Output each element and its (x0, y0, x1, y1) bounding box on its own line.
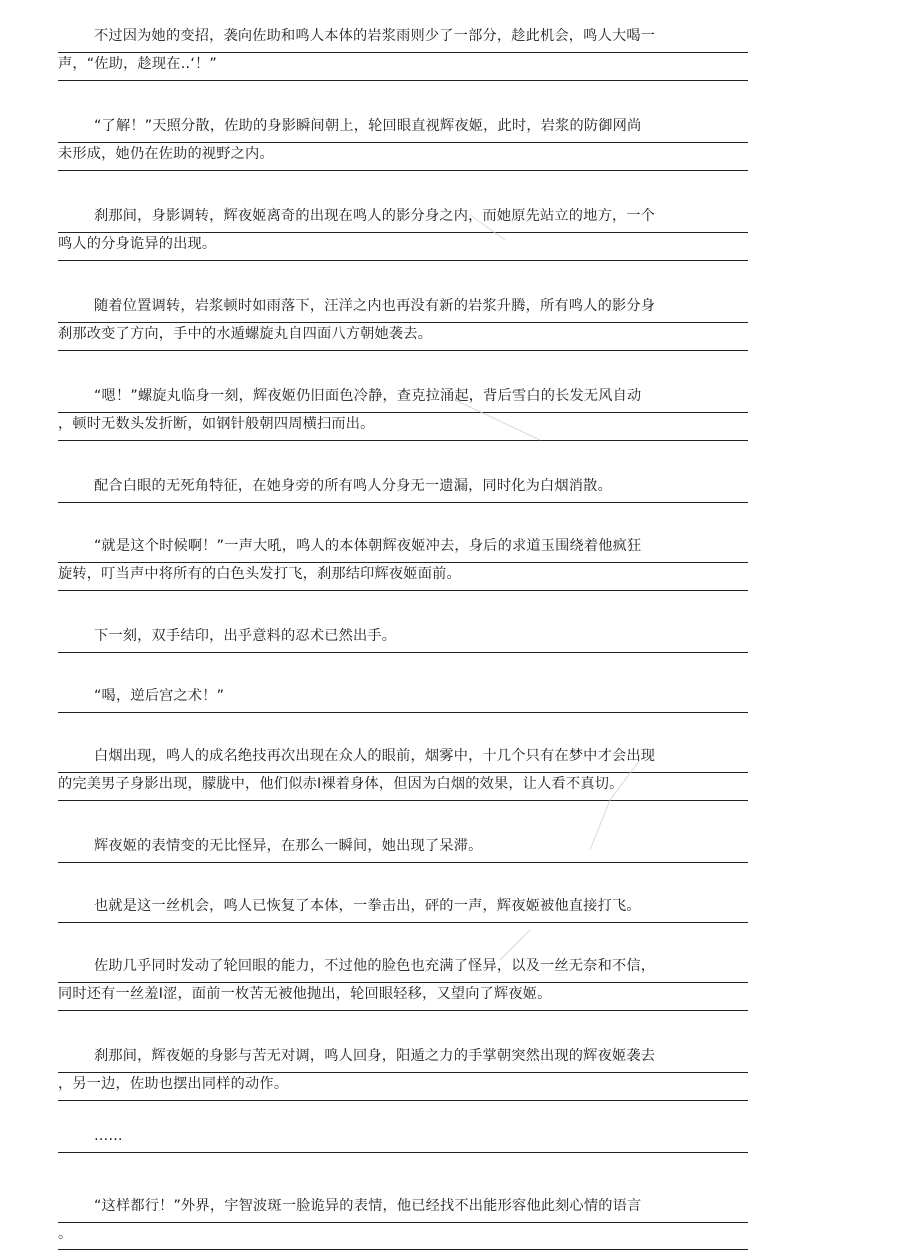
text-line: 辉夜姬的表情变的无比怪异，在那么一瞬间，她出现了呆滞。 (58, 834, 748, 863)
text-line: 随着位置调转，岩浆顿时如雨落下，汪洋之内也再没有新的岩浆升腾，所有鸣人的影分身 (58, 294, 748, 323)
text-line: “喝，逆后宫之术！” (58, 684, 748, 713)
text-line: 鸣人的分身诡异的出现。 (58, 232, 748, 261)
text-line: 佐助几乎同时发动了轮回眼的能力，不过他的脸色也充满了怪异，以及一丝无奈和不信， (58, 954, 748, 983)
text-line: 未形成，她仍在佐助的视野之内。 (58, 142, 748, 171)
text-line: 的完美男子身影出现，朦胧中，他们似赤I裸着身体，但因为白烟的效果，让人看不真切。 (58, 772, 748, 801)
text-line: 同时还有一丝羞I涩，面前一枚苦无被他抛出，轮回眼轻移，又望向了辉夜姬。 (58, 982, 748, 1011)
text-line: 不过因为她的变招，袭向佐助和鸣人本体的岩浆雨则少了一部分，趁此机会，鸣人大喝一 (58, 24, 748, 53)
text-line: 配合白眼的无死角特征，在她身旁的所有鸣人分身无一遗漏，同时化为白烟消散。 (58, 474, 748, 503)
text-line: 声，“佐助，趁现在‥‘！” (58, 52, 748, 81)
text-line: 。 (58, 1222, 748, 1250)
text-line: ，另一边，佐助也摆出同样的动作。 (58, 1072, 748, 1101)
text-line: 旋转，叮当声中将所有的白色头发打飞，刹那结印辉夜姬面前。 (58, 562, 748, 591)
text-line: “就是这个时候啊！”一声大吼，鸣人的本体朝辉夜姬冲去，身后的求道玉围绕着他疯狂 (58, 534, 748, 563)
text-line: 白烟出现，鸣人的成名绝技再次出现在众人的眼前，烟雾中，十几个只有在梦中才会出现 (58, 744, 748, 773)
text-line: 刹那间，身影调转，辉夜姬离奇的出现在鸣人的影分身之内，而她原先站立的地方，一个 (58, 204, 748, 233)
text-line: 刹那间，辉夜姬的身影与苦无对调，鸣人回身，阳遁之力的手掌朝突然出现的辉夜姬袭去 (58, 1044, 748, 1073)
text-line: “嗯！”螺旋丸临身一刻，辉夜姬仍旧面色冷静，查克拉涌起，背后雪白的长发无风自动 (58, 384, 748, 413)
text-line: 也就是这一丝机会，鸣人已恢复了本体，一拳击出，砰的一声，辉夜姬被他直接打飞。 (58, 894, 748, 923)
text-line: 刹那改变了方向，手中的水遁螺旋丸自四面八方朝她袭去。 (58, 322, 748, 351)
text-line: …… (58, 1124, 748, 1153)
text-line: ，顿时无数头发折断，如钢针般朝四周横扫而出。 (58, 412, 748, 441)
text-line: “这样都行！”外界，宇智波斑一脸诡异的表情，他已经找不出能形容他此刻心情的语言 (58, 1194, 748, 1223)
text-line: “了解！”天照分散，佐助的身影瞬间朝上，轮回眼直视辉夜姬，此时，岩浆的防御网尚 (58, 114, 748, 143)
text-line: 下一刻，双手结印，出乎意料的忍术已然出手。 (58, 624, 748, 653)
